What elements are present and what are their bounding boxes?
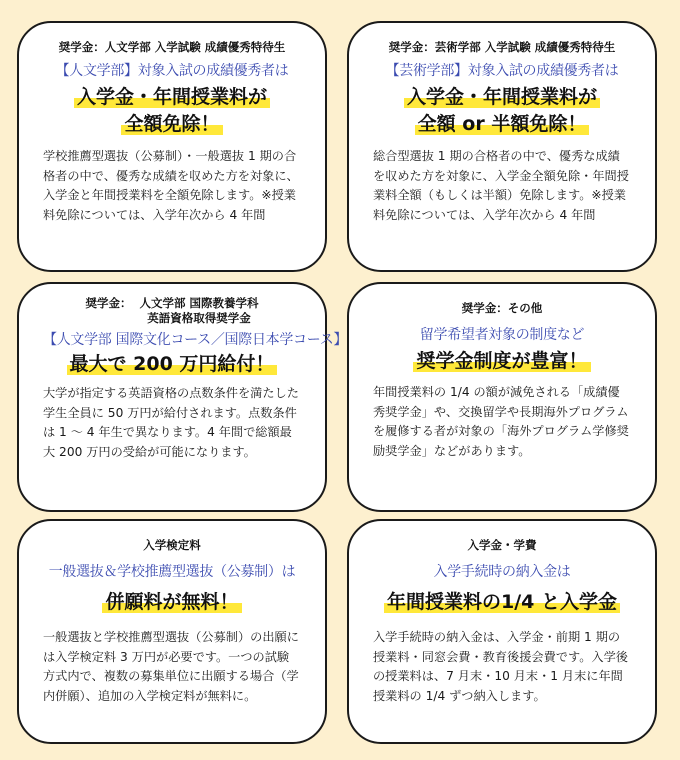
card-headline xyxy=(43,351,301,378)
card-headline xyxy=(373,84,631,138)
card-header xyxy=(43,296,301,326)
card-headline xyxy=(373,589,631,616)
tuition-fee-card xyxy=(347,519,657,744)
header-line: 人文学部 国際教養学科 xyxy=(139,296,259,310)
headline-line: 最大で 200 万円給付！ xyxy=(67,353,278,375)
headline-line: 併願料が無料！ xyxy=(102,591,241,613)
scholarship-card-humanities xyxy=(17,21,327,272)
headline-line: 奨学金制度が豊富！ xyxy=(413,350,590,372)
scholarship-card-english xyxy=(17,282,348,512)
header-label: 奨学金： xyxy=(85,296,132,310)
card-target: 【人文学部】対象入試の成績優秀者は xyxy=(55,63,289,79)
card-body: 年間授業料の 1/4 の額が減免される「成績優秀奨学金」や、交換留学や長期海外プログラムを履修する者が対象の「海外プログラム学修奨励奨学金」などがあります。 xyxy=(373,385,629,458)
scholarship-card-arts xyxy=(347,21,657,272)
card-target: 【人文学部 国際文化コース／国際日本学コース】 xyxy=(43,332,348,348)
card-header: 奨学金：その他 xyxy=(461,301,543,315)
entrance-exam-fee-card xyxy=(17,519,327,744)
headline-line: 入学金・年間授業料が xyxy=(74,86,270,108)
headline-line: 年間授業料の1/4 と入学金 xyxy=(384,591,620,613)
headline-line: 入学金・年間授業料が xyxy=(404,86,600,108)
card-target: 一般選抜＆学校推薦型選抜（公募制）は xyxy=(48,564,296,580)
card-target: 留学希望者対象の制度など xyxy=(419,327,585,343)
card-header: 奨学金：芸術学部 入学試験 成績優秀特待生 xyxy=(388,40,616,54)
headline-line: 全額免除！ xyxy=(121,113,222,135)
card-headline xyxy=(43,84,301,138)
card-header: 入学金・学費 xyxy=(467,538,537,552)
card-header: 入学検定料 xyxy=(143,538,201,552)
card-target: 【芸術学部】対象入試の成績優秀者は xyxy=(385,63,619,79)
card-headline xyxy=(43,589,301,616)
card-body: 入学手続時の納入金は、入学金・前期 1 期の授業料・同窓会費・教育後援会費です。入学後の授業料は、7 月末・10 月末・1 月末に年間授業料の 1/4 ずつ納入します。 xyxy=(373,630,628,703)
card-target: 入学手続時の納入金は xyxy=(433,564,571,580)
card-body: 大学が指定する英語資格の点数条件を満たした学生全員に 50 万円が給付されます。点数条件は 1 〜 4 年生で異なります。4 年間で総額最大 200 万円の受給が可能になります。 xyxy=(43,386,299,459)
card-header: 奨学金：人文学部 入学試験 成績優秀特待生 xyxy=(58,40,286,54)
card-body: 一般選抜と学校推薦型選抜（公募制）の出願には入学検定料 3 万円が必要です。一つの試験方式内で、複数の募集単位に出願する場合（学内併願）、追加の入学検定料が無料に。 xyxy=(43,630,299,703)
card-body: 学校推薦型選抜（公募制）・一般選抜 1 期の合格者の中で、優秀な成績を収めた方を対象に、入学金と年間授業料を全額免除します。※授業料免除については、入学年次から 4 年間 xyxy=(43,149,299,222)
scholarship-card-other xyxy=(347,282,657,512)
card-body: 総合型選抜 1 期の合格者の中で、優秀な成績を収めた方を対象に、入学金全額免除・年間授業料全額（もしくは半額）免除します。※授業料免除については、入学年次から 4 年間 xyxy=(373,149,629,222)
header-line: 英語資格取得奨学金 xyxy=(147,311,251,325)
card-headline xyxy=(373,348,631,375)
headline-line: 全額 or 半額免除！ xyxy=(415,113,590,135)
